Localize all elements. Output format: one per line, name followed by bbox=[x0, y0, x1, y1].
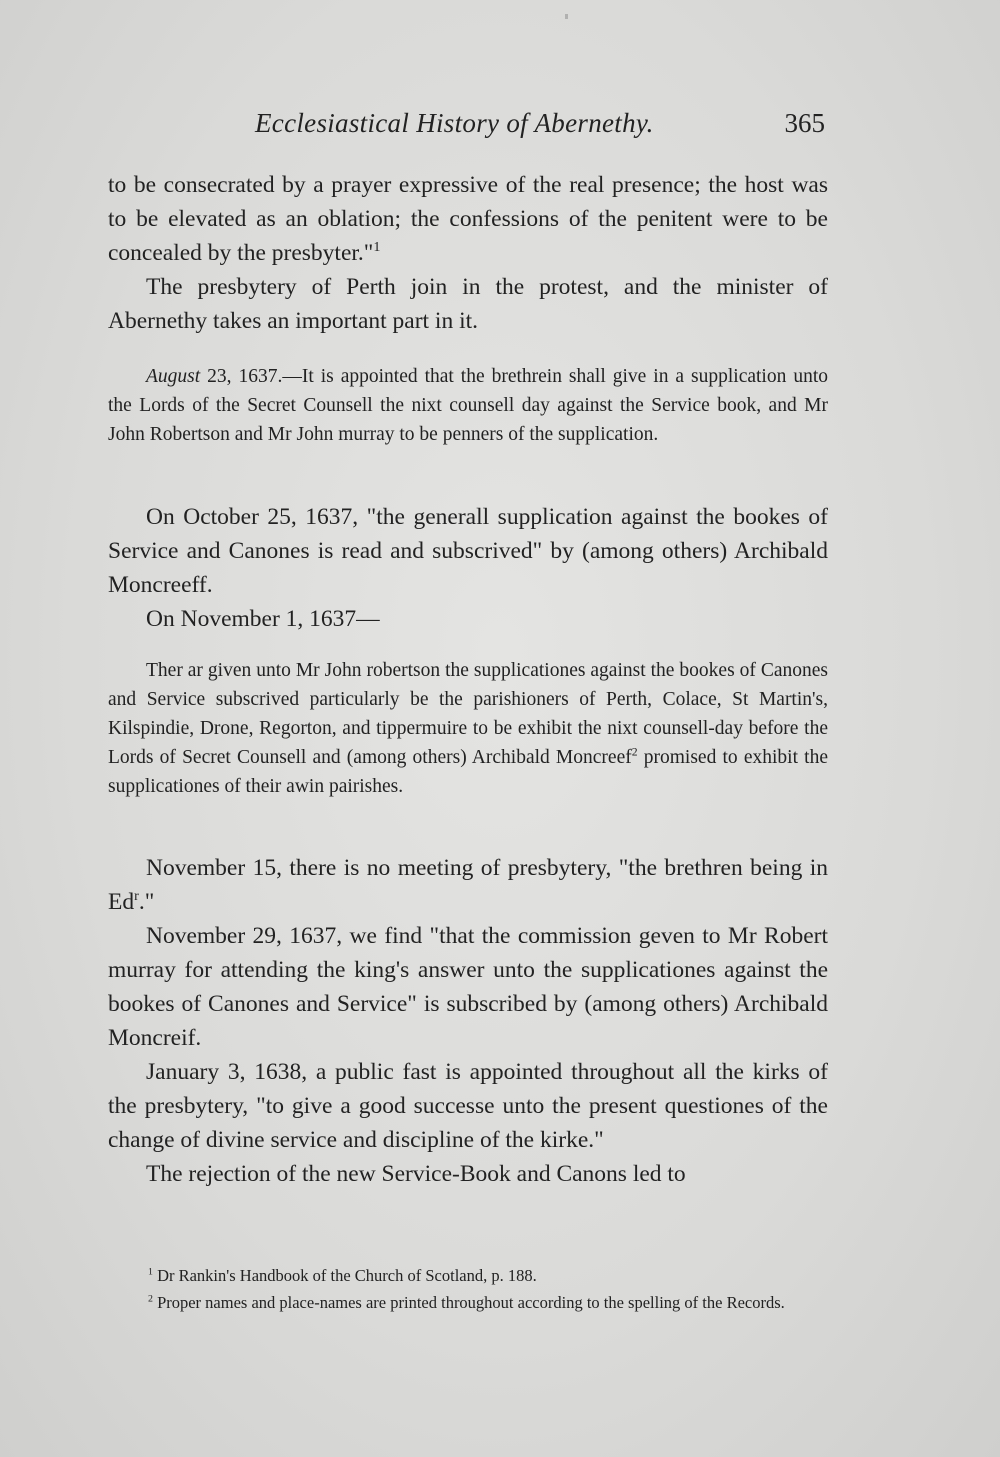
paragraph-5-text-b: ." bbox=[138, 889, 155, 915]
paragraph-3: On October 25, 1637, "the generall supplication against the bookes of Service and Canones is read and subscrived" by (among others) Archibald Moncreeff. bbox=[108, 504, 828, 598]
quote-2-text-b: promised to exhibit the supplicationes of their awin pairishes. bbox=[108, 747, 828, 797]
paragraph-1 bbox=[108, 168, 828, 270]
paragraph-8: The rejection of the new Service-Book and Canons led to bbox=[146, 1161, 686, 1187]
paragraph-7: January 3, 1638, a public fast is appointed throughout all the kirks of the presbytery, "to give a good successe unto the present questiones of the change of divine service and discipline of the kirke." bbox=[108, 1059, 828, 1153]
footnote-2-text: Proper names and place-names are printed throughout according to the spelling of the Records. bbox=[152, 1293, 785, 1312]
quote-1-text: 23, 1637.—It is appointed that the brethrein shall give in a supplication unto the Lords of the Secret Counsell the nixt counsell day against the Service book, and Mr John Robertson and Mr John murray to be penners of the supplication. bbox=[108, 366, 828, 445]
paragraph-1-text: to be consecrated by a prayer expressive of the real presence; the host was to be elevated as an oblation; the confessions of the penitent were to be concealed by the presbyter." bbox=[108, 172, 828, 266]
paragraph-5-block bbox=[108, 851, 828, 1191]
footnote-1-number: 1 bbox=[148, 1266, 153, 1278]
paragraph-4: On November 1, 1637— bbox=[146, 606, 380, 632]
page-number: 365 bbox=[784, 108, 825, 138]
quote-2-paragraph bbox=[108, 656, 828, 801]
paragraph-2: The presbytery of Perth join in the protest, and the minister of Abernethy takes an important part in it. bbox=[108, 274, 828, 334]
quote-august-1637 bbox=[108, 362, 828, 449]
footnote-2 bbox=[118, 1289, 833, 1316]
paragraph-3-block bbox=[108, 500, 828, 636]
paragraph-1-block bbox=[108, 168, 828, 338]
running-header bbox=[255, 108, 825, 148]
footnote-1-text: Dr Rankin's Handbook of the Church of Scotland, p. 188. bbox=[152, 1266, 537, 1285]
paragraph-5-sup: r bbox=[134, 888, 139, 905]
footnote-1 bbox=[118, 1262, 833, 1289]
paragraph-5-text-a: November 15, there is no meeting of presbytery, "the brethren being in Ed bbox=[108, 855, 828, 915]
footnote-ref-2: 2 bbox=[631, 745, 638, 759]
quote-november-1637 bbox=[108, 656, 828, 801]
paragraph-5 bbox=[108, 851, 828, 919]
quote-2-text-a: Ther ar given unto Mr John robertson the supplicationes against the bookes of Canones and Service subscrived particularly be the parishioners of Perth, Colace, St Martin's, Kilspindie, Drone, Regorton, and tippermuire to be exhibit the nixt counsell-day before the Lords of Secret Counsell and (among others) Archibald Moncreef bbox=[108, 660, 828, 768]
quote-1-paragraph bbox=[108, 362, 828, 449]
footnote-2-number: 2 bbox=[148, 1293, 153, 1305]
footnotes bbox=[118, 1262, 833, 1316]
header-title: Ecclesiastical History of Abernethy. bbox=[255, 108, 654, 138]
paragraph-6: November 29, 1637, we find "that the commission geven to Mr Robert murray for attending the king's answer unto the supplicationes against the bookes of Canones and Service" is subscribed by (among others) Archibald Moncreif. bbox=[108, 923, 828, 1051]
speck bbox=[565, 14, 568, 19]
footnote-ref-1: 1 bbox=[373, 239, 381, 256]
quote-1-date: August bbox=[146, 366, 201, 387]
